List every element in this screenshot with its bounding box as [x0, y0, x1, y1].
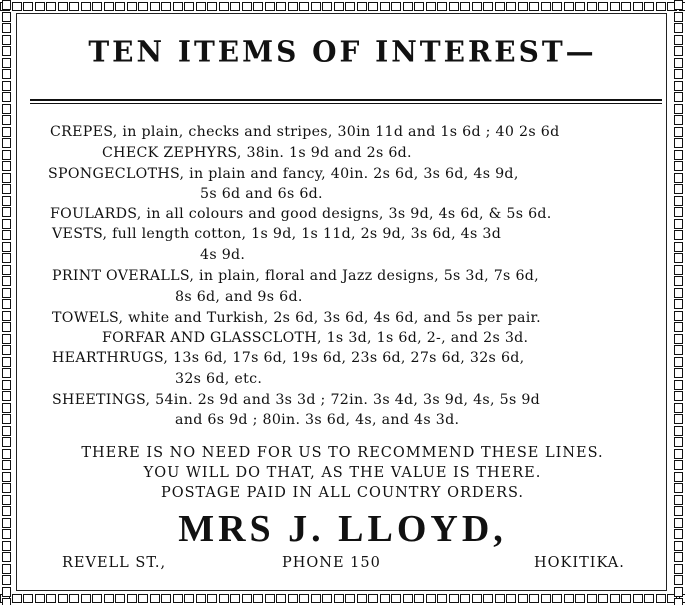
heading-rule	[30, 99, 662, 101]
advertiser-name: MRS J. LLOYD,	[178, 508, 507, 550]
item-foulards: FOULARDS, in all colours and good designs, 3s 9d, 4s 6d, & 5s 6d.	[50, 206, 552, 222]
closing-line-2: YOU WILL DO THAT, AS THE VALUE IS THERE.	[143, 465, 542, 481]
closing-line-3: POSTAGE PAID IN ALL COUNTRY ORDERS.	[160, 485, 525, 501]
item-crepes: CREPES, in plain, checks and stripes, 30in 11d and 1s 6d ; 40 2s 6d	[50, 124, 560, 140]
footer-street: REVELL ST.,	[62, 555, 167, 571]
item-vests-cont: 4s 9d.	[200, 247, 246, 263]
closing-line-1: THERE IS NO NEED FOR US TO RECOMMEND THESE LINES.	[81, 445, 604, 461]
item-sheetings: SHEETINGS, 54in. 2s 9d and 3s 3d ; 72in. 3s 4d, 3s 9d, 4s, 5s 9d	[52, 392, 541, 408]
item-towels: TOWELS, white and Turkish, 2s 6d, 3s 6d, 4s 6d, and 5s per pair.	[52, 310, 541, 326]
item-spongecloths-cont: 5s 6d and 6s 6d.	[200, 186, 323, 202]
border-bottom	[0, 594, 685, 603]
item-forfar: FORFAR AND GLASSCLOTH, 1s 3d, 1s 6d, 2-, and 2s 3d.	[102, 330, 529, 346]
footer-phone: PHONE 150	[282, 555, 381, 571]
item-vests: VESTS, full length cotton, 1s 9d, 1s 11d, 2s 9d, 3s 6d, 4s 3d	[52, 226, 502, 242]
item-check-zephyrs: CHECK ZEPHYRS, 38in. 1s 9d and 2s 6d.	[102, 145, 412, 161]
item-sheetings-cont: and 6s 9d ; 80in. 3s 6d, 4s, and 4s 3d.	[175, 412, 460, 428]
item-hearthrugs-cont: 32s 6d, etc.	[175, 371, 263, 387]
footer-town: HOKITIKA.	[534, 555, 625, 571]
item-spongecloths: SPONGECLOTHS, in plain and fancy, 40in. 2s 6d, 3s 6d, 4s 9d,	[48, 166, 519, 182]
item-print-overalls-cont: 8s 6d, and 9s 6d.	[175, 289, 303, 305]
item-print-overalls: PRINT OVERALLS, in plain, floral and Jazz designs, 5s 3d, 7s 6d,	[52, 268, 539, 284]
border-top	[0, 2, 685, 11]
heading-rule-thin	[30, 103, 662, 104]
item-hearthrugs: HEARTHRUGS, 13s 6d, 17s 6d, 19s 6d, 23s 6d, 27s 6d, 32s 6d,	[52, 350, 525, 366]
advert-heading: TEN ITEMS OF INTEREST—	[88, 34, 597, 69]
